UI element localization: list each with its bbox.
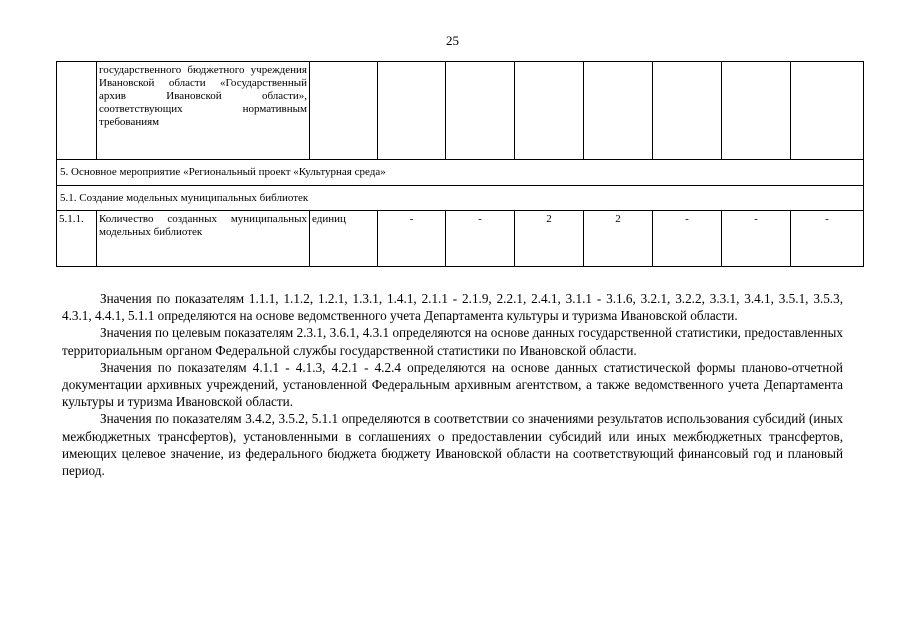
note-paragraph: Значения по целевым показателям 2.3.1, 3.6.1, 4.3.1 определяются на основе данных государственной статистики, предоставленных территориальным органом Федеральной службы государственной статистики по Ивановской области. (62, 325, 843, 358)
cell-value (515, 62, 584, 160)
table-row-subevent (57, 186, 864, 211)
cell-value: - (446, 211, 515, 267)
cell-value: - (653, 211, 722, 267)
cell-value (378, 62, 446, 160)
cell-indicator-name: государственного бюджетного учреждения Ивановской области «Государственный архив Ивановской области», соответствующих нормативным требованиям (97, 62, 310, 160)
cell-value (791, 62, 864, 160)
cell-value: - (378, 211, 446, 267)
page-number: 25 (446, 33, 459, 48)
cell-indicator-name: Количество созданных муниципальных модельных библиотек (97, 211, 310, 267)
cell-value: 2 (515, 211, 584, 267)
note-paragraph: Значения по показателям 4.1.1 - 4.1.3, 4.2.1 - 4.2.4 определяются на основе данных статистической формы планово-отчетной документации архивных учреждений, установленной Федеральным архивным агентством, а также ведомственного учета Департамента культуры и туризма Ивановской области. (62, 359, 843, 410)
cell-value (653, 62, 722, 160)
cell-unit (310, 62, 378, 160)
table-row-event (57, 160, 864, 186)
table-row-organization (57, 62, 864, 160)
table-row-indicator (57, 211, 864, 267)
cell-value (446, 62, 515, 160)
cell-value: - (791, 211, 864, 267)
note-paragraph: Значения по показателям 1.1.1, 1.1.2, 1.2.1, 1.3.1, 1.4.1, 2.1.1 - 2.1.9, 2.2.1, 2.4.1, 3.1.1 - 3.1.6, 3.2.1, 3.2.2, 3.3.1, 3.4.1, 3.5.1, 3.5.3, 4.3.1, 4.4.1, 5.1.1 определяются на основе ведомственного учета Департамента культуры и туризма Ивановской области. (62, 291, 843, 324)
cell-value (722, 62, 791, 160)
cell-value (584, 62, 653, 160)
event-heading: 5. Основное мероприятие «Региональный проект «Культурная среда» (57, 160, 864, 186)
cell-number: 5.1.1. (57, 211, 97, 267)
indicators-table (56, 61, 864, 267)
cell-unit: единиц (310, 211, 378, 267)
cell-number (57, 62, 97, 160)
cell-value: - (722, 211, 791, 267)
cell-value: 2 (584, 211, 653, 267)
subevent-heading: 5.1. Создание модельных муниципальных библиотек (57, 186, 864, 211)
note-paragraph: Значения по показателям 3.4.2, 3.5.2, 5.1.1 определяются в соответствии со значениями результатов использования субсидий (иных межбюджетных трансфертов), установленными в соглашениях о предоставлении субсидий или иных межбюджетных трансфертов, имеющих целевое значение, из федерального бюджета бюджету Ивановской области на соответствующий финансовый год и плановый период. (62, 411, 843, 479)
notes-section (62, 290, 843, 479)
